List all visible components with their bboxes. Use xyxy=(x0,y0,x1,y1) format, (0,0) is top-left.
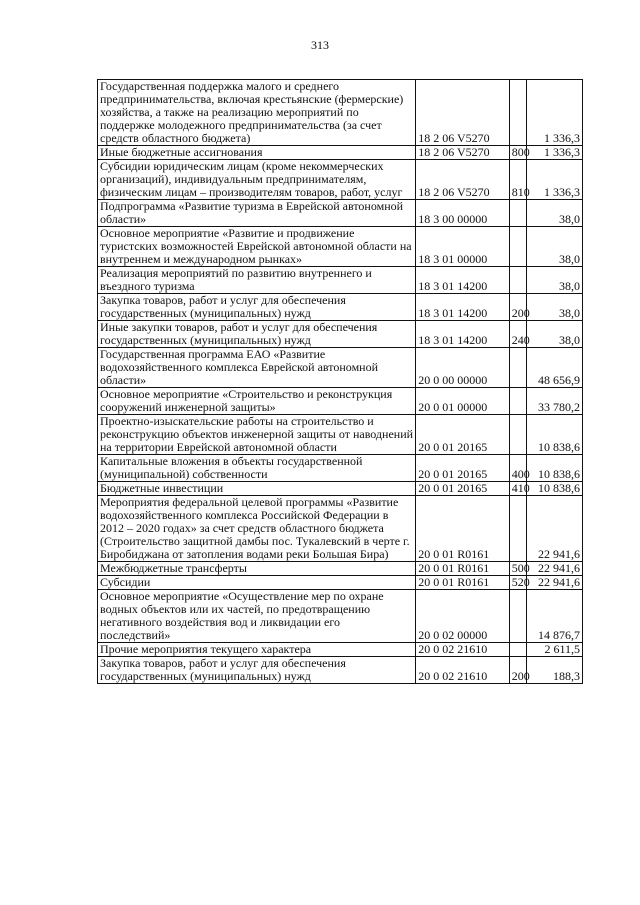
row-name: Прочие мероприятия текущего характера xyxy=(98,643,416,657)
expense-type-code xyxy=(509,643,526,657)
expense-type-code xyxy=(509,227,526,267)
amount: 33 780,2 xyxy=(527,388,583,415)
table-row xyxy=(98,294,583,321)
row-name: Основное мероприятие «Строительство и реконструкция сооружений инженерной защиты» xyxy=(98,388,416,415)
expense-type-code: 240 xyxy=(509,321,526,348)
amount: 1 336,3 xyxy=(527,146,583,160)
row-name: Проектно-изыскательские работы на строительство и реконструкцию объектов инженерной защиты от наводнений на территории Еврейской автономной области xyxy=(98,415,416,455)
expense-type-code xyxy=(509,200,526,227)
target-article-code: 20 0 01 20165 xyxy=(416,455,510,482)
page-number: 313 xyxy=(311,38,329,52)
amount: 10 838,6 xyxy=(527,415,583,455)
table-row xyxy=(98,80,583,146)
target-article-code: 20 0 01 20165 xyxy=(416,482,510,496)
expense-type-code: 200 xyxy=(509,294,526,321)
expense-type-code xyxy=(509,496,526,562)
amount: 14 876,7 xyxy=(527,590,583,643)
budget-table xyxy=(97,79,583,684)
row-name: Государственная программа ЕАО «Развитие водохозяйственного комплекса Еврейской автономной области» xyxy=(98,348,416,388)
amount: 2 611,5 xyxy=(527,643,583,657)
expense-type-code: 500 xyxy=(509,562,526,576)
expense-type-code xyxy=(509,348,526,388)
row-name: Межбюджетные трансферты xyxy=(98,562,416,576)
target-article-code: 18 3 01 14200 xyxy=(416,321,510,348)
table-row xyxy=(98,321,583,348)
target-article-code: 20 0 01 00000 xyxy=(416,388,510,415)
target-article-code: 20 0 01 R0161 xyxy=(416,496,510,562)
target-article-code: 18 2 06 V5270 xyxy=(416,160,510,200)
row-name: Иные бюджетные ассигнования xyxy=(98,146,416,160)
table-row xyxy=(98,348,583,388)
target-article-code: 18 3 01 14200 xyxy=(416,267,510,294)
table-row xyxy=(98,455,583,482)
expense-type-code xyxy=(509,590,526,643)
target-article-code: 18 3 00 00000 xyxy=(416,200,510,227)
row-name: Основное мероприятие «Развитие и продвижение туристских возможностей Еврейской автономной области на внутреннем и международном рынках» xyxy=(98,227,416,267)
table-row xyxy=(98,482,583,496)
table-row xyxy=(98,576,583,590)
table-row xyxy=(98,562,583,576)
expense-type-code xyxy=(509,80,526,146)
amount: 10 838,6 xyxy=(527,455,583,482)
target-article-code: 20 0 01 20165 xyxy=(416,415,510,455)
expense-type-code: 400 xyxy=(509,455,526,482)
row-name: Мероприятия федеральной целевой программы «Развитие водохозяйственного комплекса Российской Федерации в 2012 – 2020 годах» за счет средств областного бюджета (Строительство защитной дамбы пос. Тукалевский в черте г. Биробиджана от затопления водами реки Большая Бира) xyxy=(98,496,416,562)
amount: 38,0 xyxy=(527,227,583,267)
amount: 1 336,3 xyxy=(527,160,583,200)
table-row xyxy=(98,267,583,294)
target-article-code: 20 0 02 21610 xyxy=(416,643,510,657)
row-name: Субсидии юридическим лицам (кроме некоммерческих организаций), индивидуальным предпринимателям, физическим лицам – производителям товаров, работ, услуг xyxy=(98,160,416,200)
table-row xyxy=(98,590,583,643)
amount: 38,0 xyxy=(527,294,583,321)
row-name: Реализация мероприятий по развитию внутреннего и въездного туризма xyxy=(98,267,416,294)
target-article-code: 18 2 06 V5270 xyxy=(416,80,510,146)
row-name: Бюджетные инвестиции xyxy=(98,482,416,496)
amount: 10 838,6 xyxy=(527,482,583,496)
amount: 48 656,9 xyxy=(527,348,583,388)
target-article-code: 20 0 02 21610 xyxy=(416,657,510,684)
target-article-code: 18 3 01 14200 xyxy=(416,294,510,321)
expense-type-code: 800 xyxy=(509,146,526,160)
expense-type-code xyxy=(509,388,526,415)
table-row xyxy=(98,643,583,657)
amount: 38,0 xyxy=(527,267,583,294)
table-row xyxy=(98,657,583,684)
target-article-code: 18 2 06 V5270 xyxy=(416,146,510,160)
row-name: Закупка товаров, работ и услуг для обеспечения государственных (муниципальных) нужд xyxy=(98,657,416,684)
amount: 22 941,6 xyxy=(527,576,583,590)
row-name: Государственная поддержка малого и среднего предпринимательства, включая крестьянские (фермерские) хозяйства, а также на реализацию мероприятий по поддержке молодежного предпринимательства (за счет средств областного бюджета) xyxy=(98,80,416,146)
table-row xyxy=(98,388,583,415)
expense-type-code: 520 xyxy=(509,576,526,590)
row-name: Закупка товаров, работ и услуг для обеспечения государственных (муниципальных) нужд xyxy=(98,294,416,321)
target-article-code: 18 3 01 00000 xyxy=(416,227,510,267)
amount: 22 941,6 xyxy=(527,496,583,562)
row-name: Субсидии xyxy=(98,576,416,590)
amount: 38,0 xyxy=(527,200,583,227)
table-row xyxy=(98,200,583,227)
amount: 188,3 xyxy=(527,657,583,684)
row-name: Основное мероприятие «Осуществление мер по охране водных объектов или их частей, по предотвращению негативного воздействия вод и ликвидации его последствий» xyxy=(98,590,416,643)
target-article-code: 20 0 01 R0161 xyxy=(416,562,510,576)
table-row xyxy=(98,415,583,455)
row-name: Подпрограмма «Развитие туризма в Еврейской автономной области» xyxy=(98,200,416,227)
amount: 1 336,3 xyxy=(527,80,583,146)
expense-type-code: 200 xyxy=(509,657,526,684)
amount: 22 941,6 xyxy=(527,562,583,576)
table-row xyxy=(98,496,583,562)
expense-type-code: 410 xyxy=(509,482,526,496)
expense-type-code xyxy=(509,415,526,455)
table-row xyxy=(98,160,583,200)
expense-type-code: 810 xyxy=(509,160,526,200)
target-article-code: 20 0 01 R0161 xyxy=(416,576,510,590)
table-row xyxy=(98,227,583,267)
target-article-code: 20 0 02 00000 xyxy=(416,590,510,643)
row-name: Капитальные вложения в объекты государственной (муниципальной) собственности xyxy=(98,455,416,482)
amount: 38,0 xyxy=(527,321,583,348)
target-article-code: 20 0 00 00000 xyxy=(416,348,510,388)
table-row xyxy=(98,146,583,160)
row-name: Иные закупки товаров, работ и услуг для обеспечения государственных (муниципальных) нужд xyxy=(98,321,416,348)
expense-type-code xyxy=(509,267,526,294)
